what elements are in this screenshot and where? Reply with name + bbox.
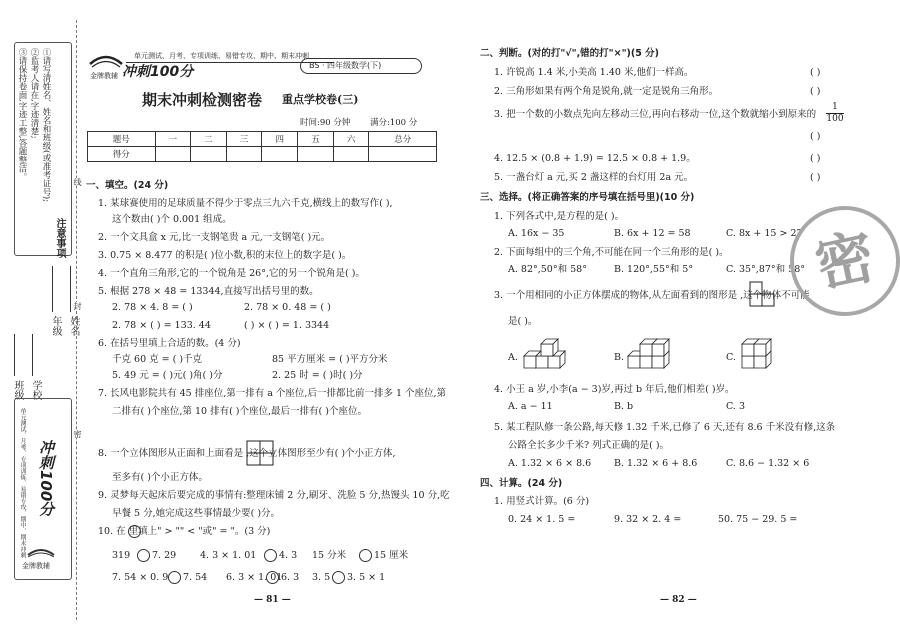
question-5-row-1-right: 2. 78 × 0. 48 = ( )	[244, 302, 331, 313]
question-9-line-1: 9. 灵梦每天起床后要完成的事情有:整理床铺 2 分,刷牙、洗脸 5 分,热馒头 10 分,吃	[98, 490, 450, 501]
judge-1-answer[interactable]: ( )	[810, 67, 821, 78]
compare-circle-example	[128, 525, 141, 538]
cube-figure-b	[626, 328, 688, 376]
choice-3-option-c: C.	[726, 352, 736, 363]
question-1-line-2: 这个数由( )个 0.001 组成。	[112, 214, 232, 225]
judge-1: 1. 许锐高 1.4 米,小美高 1.40 米,他们一样高。	[494, 67, 694, 78]
question-9-line-2: 早餐 5 分,她完成这些事情最少要( )分。	[112, 508, 281, 519]
q10-item-5-right: 6. 3	[281, 572, 300, 583]
judge-4: 4. 12.5 × (0.8 + 1.9) = 12.5 × 0.8 + 1.9。	[494, 153, 696, 164]
judge-2: 2. 三角形如果有两个角是锐角,就一定是锐角三角形。	[494, 86, 719, 97]
choice-5-option-a: A. 1.32 × 6 × 8.6	[508, 458, 592, 469]
compare-circle[interactable]	[168, 571, 181, 584]
question-6-row-1-left: 千克 60 克 = ( )千克	[112, 354, 203, 365]
grade-label: 年级	[50, 316, 61, 336]
cut-word-2: 封	[73, 302, 82, 310]
cut-line	[76, 20, 77, 620]
question-7-line-2: 二排有( )个座位,第 10 排有( )个座位,最后一排有( )个座位。	[112, 406, 367, 417]
judge-2-answer[interactable]: ( )	[810, 86, 821, 97]
choice-1-option-b: B. 6x + 12 = 58	[614, 228, 691, 239]
judge-3: 3. 把一个数的小数点先向左移动三位,再向右移动一位,这个数就缩小到原来的	[494, 109, 817, 120]
cut-word-1: 线	[73, 178, 82, 186]
calc-1-item-3: 50. 75 − 29. 5 =	[718, 514, 798, 525]
judge-5: 5. 一盏台灯 a 元,买 2 盏这样的台灯用 2a 元。	[494, 172, 694, 183]
binding-publisher: 金牌教辅	[22, 562, 50, 570]
name-label: 姓名	[68, 316, 79, 336]
judge-3-answer[interactable]: ( )	[810, 131, 821, 142]
choice-3-option-a: A.	[508, 352, 518, 363]
q10-item-1-left: 319	[112, 550, 131, 561]
score-cell: 一	[155, 132, 191, 147]
section-choice-title: 三、选择。(将正确答案的序号填在括号里)(10 分)	[480, 192, 695, 203]
q10-item-3-left: 15 分米	[312, 550, 347, 561]
compare-circle[interactable]	[359, 549, 372, 562]
page-subtitle: 重点学校卷(三)	[282, 93, 359, 106]
judge-4-answer[interactable]: ( )	[810, 153, 821, 164]
score-input[interactable]	[191, 147, 227, 162]
choice-2-option-b: B. 120°,55°和 5°	[614, 264, 694, 275]
binding-strip	[0, 0, 82, 629]
notice-line-2: ②监考人请在,字迹清楚;	[29, 48, 39, 139]
choice-1: 1. 下列各式中,是方程的是( )。	[494, 211, 625, 222]
choice-4-option-c: C. 3	[726, 401, 746, 412]
choice-4-option-b: B. b	[614, 401, 634, 412]
judge-5-answer[interactable]: ( )	[810, 172, 821, 183]
choice-4: 4. 小王 a 岁,小李(a − 3)岁,再过 b 年后,他们相差( )岁。	[494, 384, 735, 395]
q10-item-2-right: 4. 3	[279, 550, 298, 561]
notice-title: 注意事项	[54, 218, 65, 258]
score-cell: 三	[226, 132, 262, 147]
choice-2-option-c: C. 35°,87°和 58°	[726, 264, 806, 275]
compare-circle[interactable]	[266, 571, 279, 584]
binding-tagline: 单元测试、月考、专项训练、易错专攻、期中、期末冲刺	[19, 408, 26, 558]
choice-5-option-b: B. 1.32 × 6 + 8.6	[614, 458, 698, 469]
choice-5-option-c: C. 8.6 − 1.32 × 6	[726, 458, 810, 469]
score-cell: 得分	[88, 147, 156, 162]
section-judge-title: 二、判断。(对的打"√",错的打"×")(5 分)	[480, 48, 659, 59]
score-cell: 六	[333, 132, 369, 147]
q10-item-1-right: 7. 29	[152, 550, 177, 561]
score-table-header-row	[88, 132, 437, 147]
score-cell: 四	[262, 132, 298, 147]
question-2: 2. 一个文具盒 x 元,比一支钢笔贵 a 元,一支钢笔( )元。	[98, 232, 331, 243]
question-1-line-1: 1. 某球赛使用的足球质量不得少于零点三九六千克,横线上的数写作( ),	[98, 198, 393, 209]
choice-5-line-1: 5. 某工程队修一条公路,每天修 1.32 千米,已修了 6 天,还有 8.6 千米没有修,这条	[494, 422, 836, 433]
score-table	[87, 131, 437, 162]
compare-circle[interactable]	[264, 549, 277, 562]
judge-3-fraction	[826, 102, 844, 125]
choice-3-left-view-figure	[749, 281, 775, 311]
q10-item-3-right: 15 厘米	[374, 550, 409, 561]
choice-3-line-2: 是( )。	[508, 316, 538, 327]
calc-1-item-2: 9. 32 × 2. 4 =	[614, 514, 682, 525]
grade-tag	[300, 58, 422, 74]
calc-1-item-1: 0. 24 × 1. 5 =	[508, 514, 576, 525]
question-3: 3. 0.75 × 8.477 的积是( )位小数,积的末位上的数字是( )。	[98, 250, 352, 261]
score-input[interactable]	[226, 147, 262, 162]
page-title: 期末冲刺检测密卷	[142, 91, 263, 109]
full-score: 满分:100 分	[370, 118, 418, 128]
score-input[interactable]	[155, 147, 191, 162]
grade-tag-text: BS · 四年级数学(下)	[309, 61, 382, 70]
choice-1-option-c: C. 8x + 15 > 27	[726, 228, 803, 239]
choice-2: 2. 下面每组中的三个角,不可能在同一个三角形的是( )。	[494, 247, 729, 258]
cube-figure-a	[522, 332, 584, 376]
score-input[interactable]	[262, 147, 298, 162]
question-5: 5. 根据 278 × 48 = 13344,直接写出括号里的数。	[98, 286, 319, 297]
q10-item-4-left: 7. 54 × 0. 9	[112, 572, 169, 583]
time-limit: 时间:90 分钟	[300, 118, 351, 128]
question-5-row-1-left: 2. 78 × 4. 8 = ( )	[112, 302, 193, 313]
question-8-view-figure	[246, 440, 274, 470]
fraction-denominator: 100	[826, 114, 844, 124]
choice-3-option-b: B.	[614, 352, 625, 363]
choice-3-line-1: 3. 一个用相同的小正方体摆成的物体,从左面看到的图形是 ,这个物体不可能	[494, 290, 810, 301]
section-calc-title: 四、计算。(24 分)	[480, 478, 563, 489]
score-input[interactable]	[369, 147, 437, 162]
score-cell: 总分	[369, 132, 437, 147]
cube-figure-c	[740, 332, 796, 376]
q10-item-2-left: 4. 3 × 1. 01	[200, 550, 257, 561]
logo-text: 金牌教辅	[90, 72, 118, 80]
class-field[interactable]	[14, 334, 16, 376]
choice-1-option-a: A. 16x − 35	[508, 228, 565, 239]
score-input[interactable]	[333, 147, 369, 162]
q10-item-5-left: 6. 3 × 1. 01	[226, 572, 283, 583]
question-6: 6. 在括号里填上合适的数。(4 分)	[98, 338, 241, 349]
notice-line-1: ①请写清姓名、姓名和班级(或准考证号);	[41, 48, 51, 202]
brand-name: 冲刺100分	[122, 64, 194, 80]
q10-item-6-left: 3. 5	[312, 572, 331, 583]
q10-item-4-right: 7. 54	[183, 572, 208, 583]
secret-stamp: 密	[780, 196, 900, 326]
question-5-row-2-left: 2. 78 × ( ) = 133. 44	[112, 320, 211, 331]
question-7-line-1: 7. 长风电影院共有 45 排座位,第一排有 a 个座位,后一排都比前一排多 1 个座位,第	[98, 388, 447, 399]
page-number-right: — 82 —	[660, 595, 697, 605]
score-input[interactable]	[298, 147, 334, 162]
compare-circle[interactable]	[137, 549, 150, 562]
school-field[interactable]	[32, 334, 34, 376]
question-8-line-2: 至多有( )个小正方体。	[112, 472, 208, 483]
score-table-score-row	[88, 147, 437, 162]
score-cell: 五	[298, 132, 334, 147]
calc-1: 1. 用竖式计算。(6 分)	[494, 496, 590, 507]
question-4: 4. 一个直角三角形,它的一个锐角是 26°,它的另一个锐角是( )。	[98, 268, 365, 279]
question-6-row-1-right: 85 平方厘米 = ( )平方分米	[272, 354, 388, 365]
question-6-row-2-right: 2. 25 时 = ( )时( )分	[272, 370, 363, 381]
question-10: 10. 在 里填上" > "" < "或" = "。(3 分)	[98, 526, 271, 537]
class-label: 班级	[12, 380, 23, 400]
question-6-row-2-left: 5. 49 元 = ( )元( )角( )分	[112, 370, 223, 381]
grade-field[interactable]	[52, 266, 54, 312]
fraction-numerator: 1	[832, 102, 838, 112]
choice-4-option-a: A. a − 11	[508, 401, 553, 412]
section-fill-title: 一、填空。(24 分)	[86, 180, 169, 191]
score-cell: 二	[191, 132, 227, 147]
cut-word-3: 密	[73, 430, 82, 438]
page-number-left: — 81 —	[254, 595, 291, 605]
notice-line-3: ③请保持卷面,字迹工整,答题整洁。	[17, 48, 27, 181]
school-label: 学校	[30, 380, 41, 400]
q10-item-6-right: 3. 5 × 1	[347, 572, 386, 583]
question-5-row-2-right: ( ) × ( ) = 1. 3344	[244, 320, 330, 331]
brand-tagline: 单元测试、月考、专项训练、易错专攻、期中、期末冲刺	[134, 52, 309, 60]
choice-2-option-a: A. 82°,50°和 58°	[508, 264, 587, 275]
binding-brand: 冲刺100分	[37, 440, 55, 517]
compare-circle[interactable]	[332, 571, 345, 584]
question-8-line-1: 8. 一个立体图形从正面和上面看是 ,这个立体图形至少有( )个小正方体,	[98, 448, 396, 459]
score-cell: 题号	[88, 132, 156, 147]
choice-5-line-2: 公路全长多少千米? 列式正确的是( )。	[508, 440, 670, 451]
